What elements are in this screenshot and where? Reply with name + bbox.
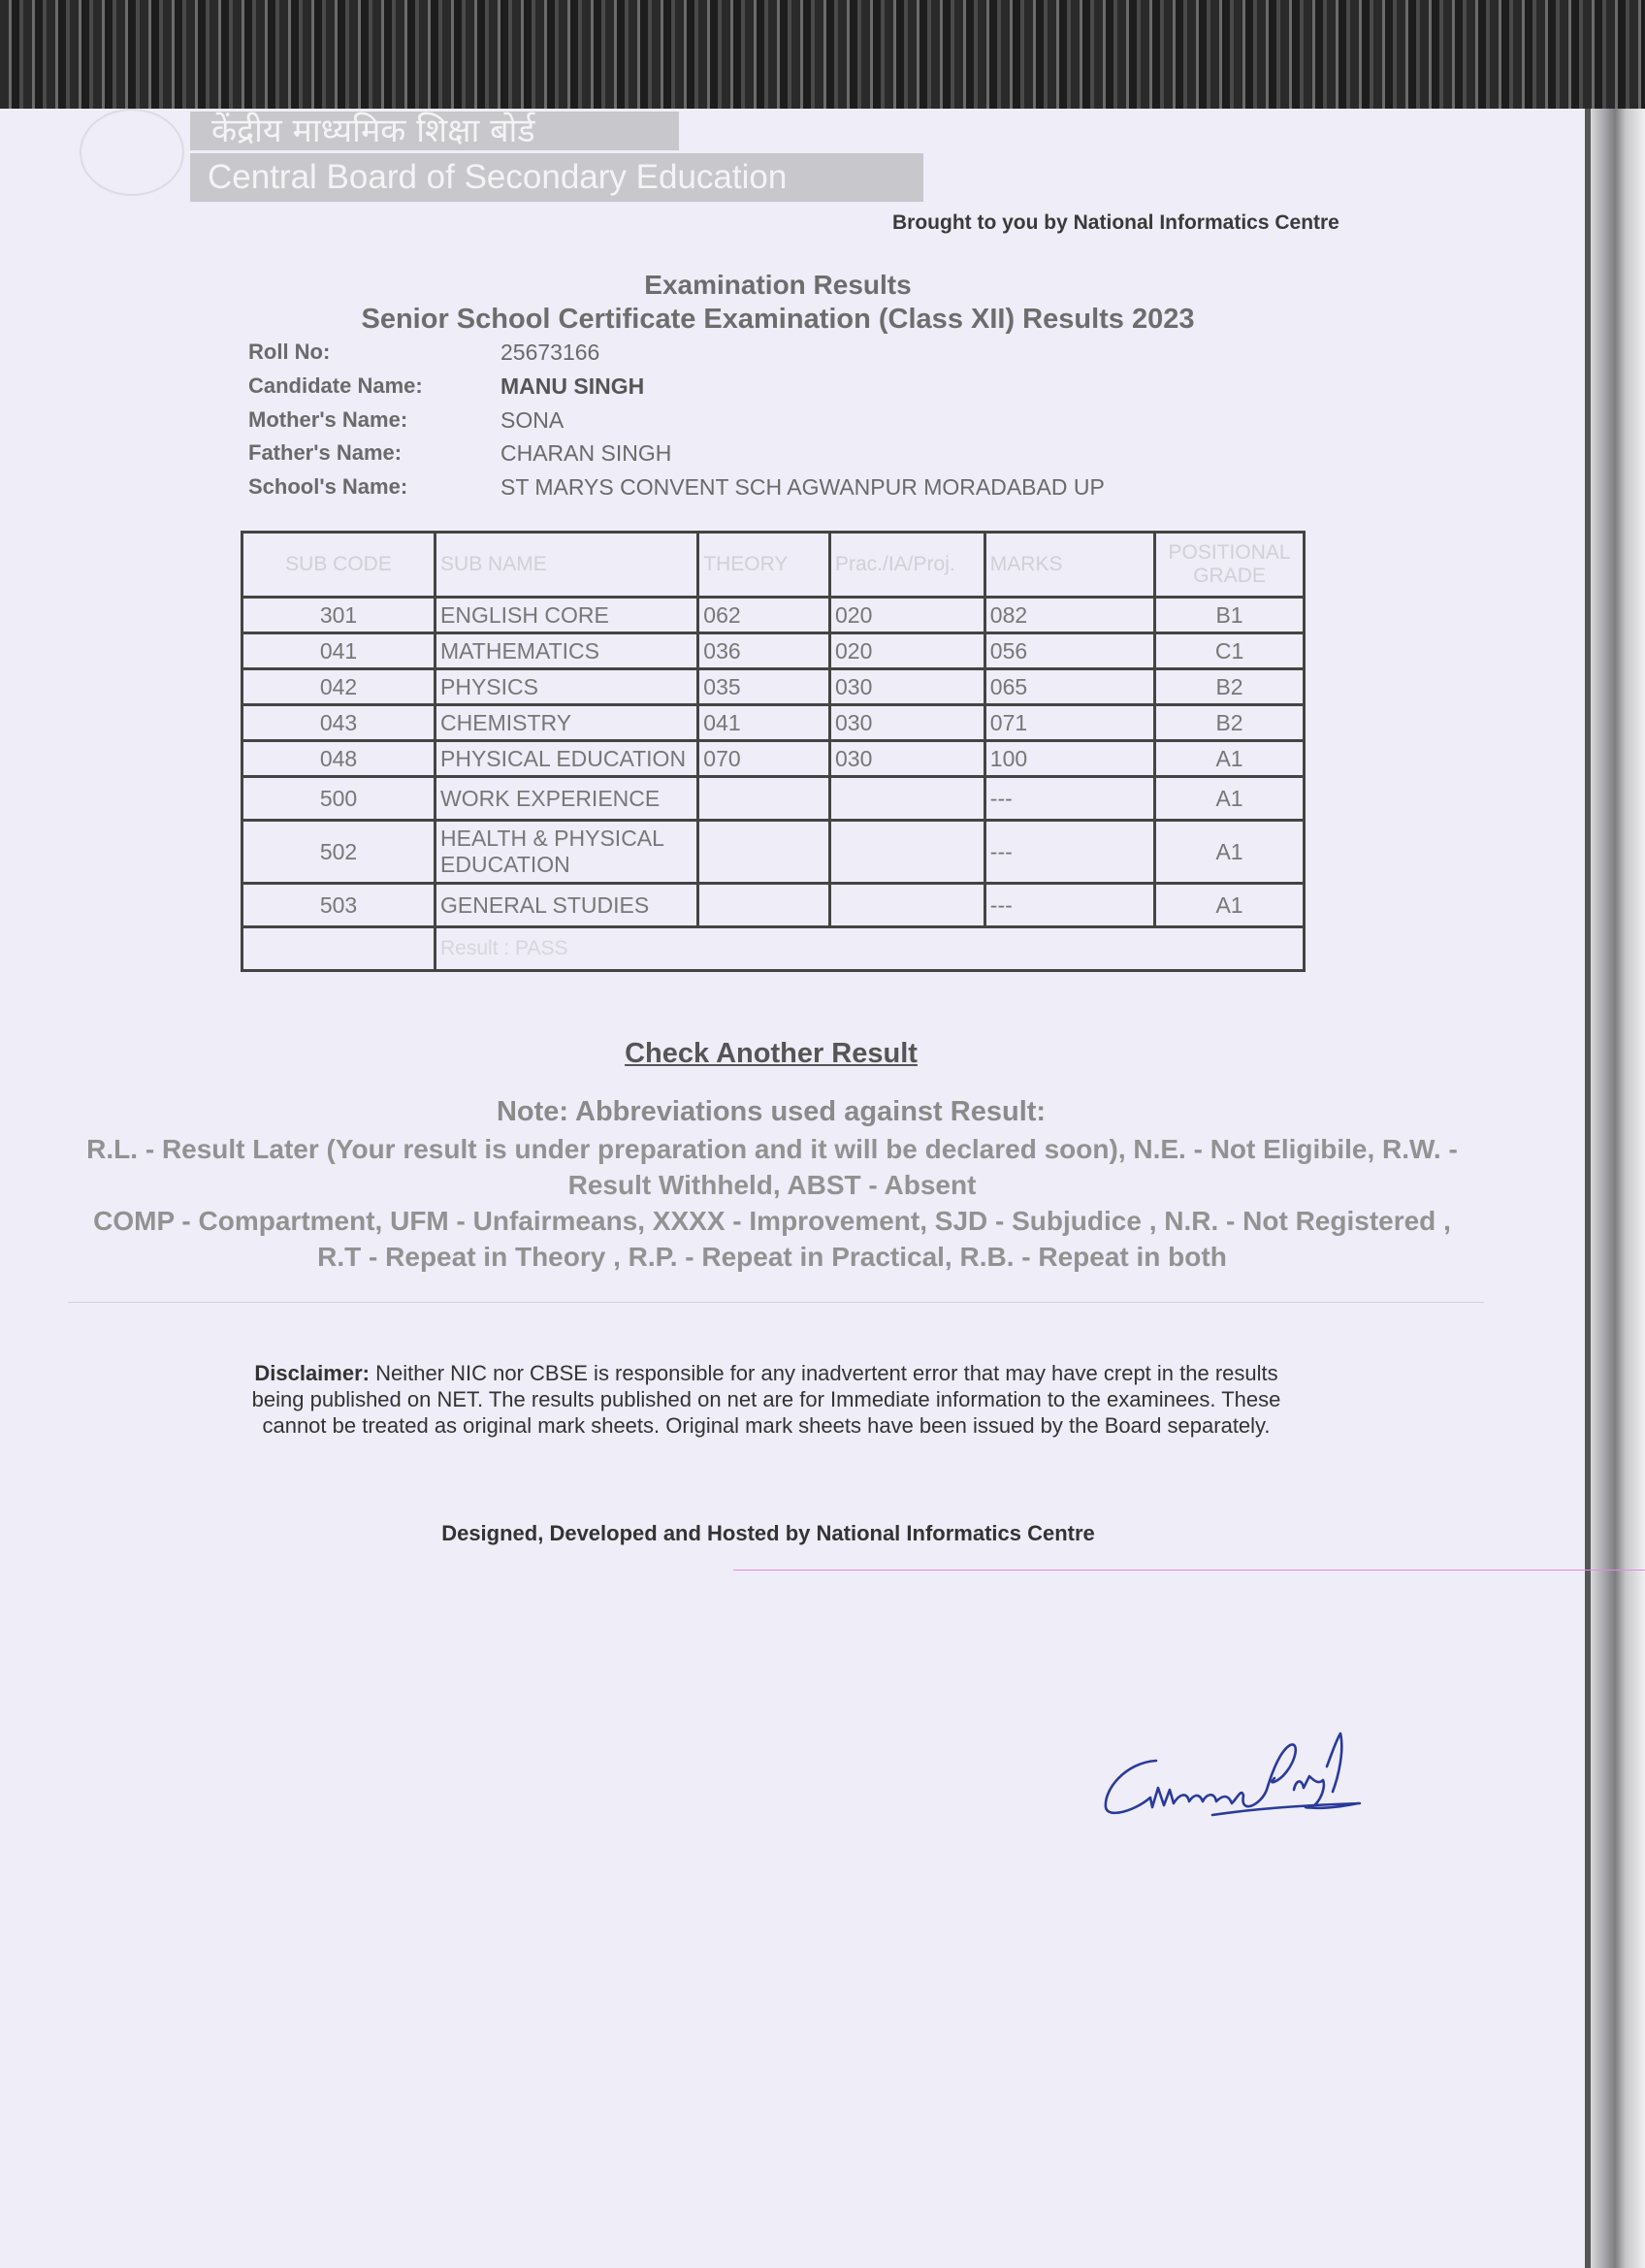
marks: ---: [984, 777, 1154, 821]
father-value: CHARAN SINGH: [500, 440, 672, 466]
marks: 100: [984, 741, 1154, 777]
header-english-title: Central Board of Secondary Education: [190, 153, 923, 202]
note-body: [80, 1131, 1465, 1275]
mother-value: SONA: [500, 407, 564, 433]
footer-credit: Designed, Developed and Hosted by National Informatics Centre: [441, 1521, 1095, 1545]
marks: 071: [984, 705, 1154, 741]
grade: A1: [1155, 777, 1305, 821]
table-row: [242, 669, 1305, 705]
col-header-sub-name: SUB NAME: [435, 533, 698, 598]
disclaimer: [242, 1360, 1290, 1439]
theory: 035: [698, 669, 830, 705]
table-row: [242, 884, 1305, 927]
school-value: ST MARYS CONVENT SCH AGWANPUR MORADABAD UP: [500, 474, 1105, 500]
marks: ---: [984, 821, 1154, 884]
table-header-row: [242, 533, 1305, 598]
practical: 030: [829, 741, 984, 777]
sub-name: ENGLISH CORE: [435, 598, 698, 633]
sub-code: 301: [242, 598, 435, 633]
marks: ---: [984, 884, 1154, 927]
note-line-1: R.L. - Result Later (Your result is under preparation and it will be declared soon), N.E. - Not Eligibile, R.W. - Result Withheld, ABST - Absent: [86, 1134, 1458, 1200]
theory: [698, 777, 830, 821]
col-header-theory: THEORY: [698, 533, 830, 598]
practical: 020: [829, 598, 984, 633]
scan-right-edge: [1591, 109, 1645, 2268]
practical: [829, 821, 984, 884]
table-row: [242, 598, 1305, 633]
sub-code: 500: [242, 777, 435, 821]
sub-name: GENERAL STUDIES: [435, 884, 698, 927]
result-blank-cell: [242, 927, 435, 971]
mother-label: Mother's Name:: [248, 407, 408, 432]
col-header-grade: POSITIONAL GRADE: [1155, 533, 1305, 598]
theory: 070: [698, 741, 830, 777]
roll-value: 25673166: [500, 340, 600, 365]
grade: A1: [1155, 821, 1305, 884]
theory: 041: [698, 705, 830, 741]
practical: [829, 777, 984, 821]
page-subtitle: Senior School Certificate Examination (Class XII) Results 2023: [361, 304, 1195, 335]
header-hindi-title: केंद्रीय माध्यमिक शिक्षा बोर्ड: [190, 112, 679, 150]
roll-label: Roll No:: [248, 340, 331, 364]
page-title: Examination Results: [644, 270, 912, 300]
note-title: Note: Abbreviations used against Result:: [496, 1096, 1047, 1127]
sub-code: 042: [242, 669, 435, 705]
table-row: [242, 741, 1305, 777]
theory: [698, 821, 830, 884]
note-line-2: COMP - Compartment, UFM - Unfairmeans, XXXX - Improvement, SJD - Subjudice , N.R. - Not Registered , R.T - Repeat in Theory , R.P. - Repeat in Practical, R.B. - Repeat in both: [93, 1206, 1451, 1272]
sub-name: WORK EXPERIENCE: [435, 777, 698, 821]
table-row: [242, 777, 1305, 821]
sub-code: 041: [242, 633, 435, 669]
grade: B1: [1155, 598, 1305, 633]
practical: 030: [829, 705, 984, 741]
check-another-result-link[interactable]: Check Another Result: [625, 1038, 918, 1069]
sub-name: HEALTH & PHYSICAL EDUCATION: [435, 821, 698, 884]
table-row: [242, 633, 1305, 669]
grade: A1: [1155, 884, 1305, 927]
result-status: Result : PASS: [435, 927, 1305, 971]
grade: B2: [1155, 705, 1305, 741]
practical: 030: [829, 669, 984, 705]
marks: 082: [984, 598, 1154, 633]
school-label: School's Name:: [248, 474, 408, 499]
divider: [68, 1302, 1484, 1303]
theory: 062: [698, 598, 830, 633]
theory: [698, 884, 830, 927]
sub-code: 048: [242, 741, 435, 777]
result-row: [242, 927, 1305, 971]
col-header-sub-code: SUB CODE: [242, 533, 435, 598]
name-label: Candidate Name:: [248, 373, 423, 398]
grade: B2: [1155, 669, 1305, 705]
table-row: [242, 821, 1305, 884]
theory: 036: [698, 633, 830, 669]
disclaimer-text: Neither NIC nor CBSE is responsible for any inadvertent error that may have crept in the results being published on NET. The results published on net are for Immediate information to the examinees. These cannot be treated as original mark sheets. Original mark sheets have been issued by the Board separately.: [251, 1361, 1281, 1438]
emblem-icon: [80, 109, 184, 196]
sub-code: 503: [242, 884, 435, 927]
sub-code: 043: [242, 705, 435, 741]
signature-image: [1096, 1722, 1377, 1829]
scan-line-artifact: [733, 1570, 1645, 1571]
marks: 056: [984, 633, 1154, 669]
col-header-marks: MARKS: [984, 533, 1154, 598]
marks: 065: [984, 669, 1154, 705]
father-label: Father's Name:: [248, 440, 403, 465]
sub-name: CHEMISTRY: [435, 705, 698, 741]
table-row: [242, 705, 1305, 741]
name-value: MANU SINGH: [500, 373, 645, 399]
grade: C1: [1155, 633, 1305, 669]
practical: 020: [829, 633, 984, 669]
practical: [829, 884, 984, 927]
grade: A1: [1155, 741, 1305, 777]
sub-code: 502: [242, 821, 435, 884]
sub-name: MATHEMATICS: [435, 633, 698, 669]
col-header-practical: Prac./IA/Proj.: [829, 533, 984, 598]
scan-top-bar: [0, 0, 1645, 109]
brought-by: Brought to you by National Informatics Centre: [892, 211, 1339, 234]
sub-name: PHYSICS: [435, 669, 698, 705]
marks-table: [241, 531, 1306, 972]
sub-name: PHYSICAL EDUCATION: [435, 741, 698, 777]
disclaimer-label: Disclaimer:: [254, 1361, 370, 1385]
